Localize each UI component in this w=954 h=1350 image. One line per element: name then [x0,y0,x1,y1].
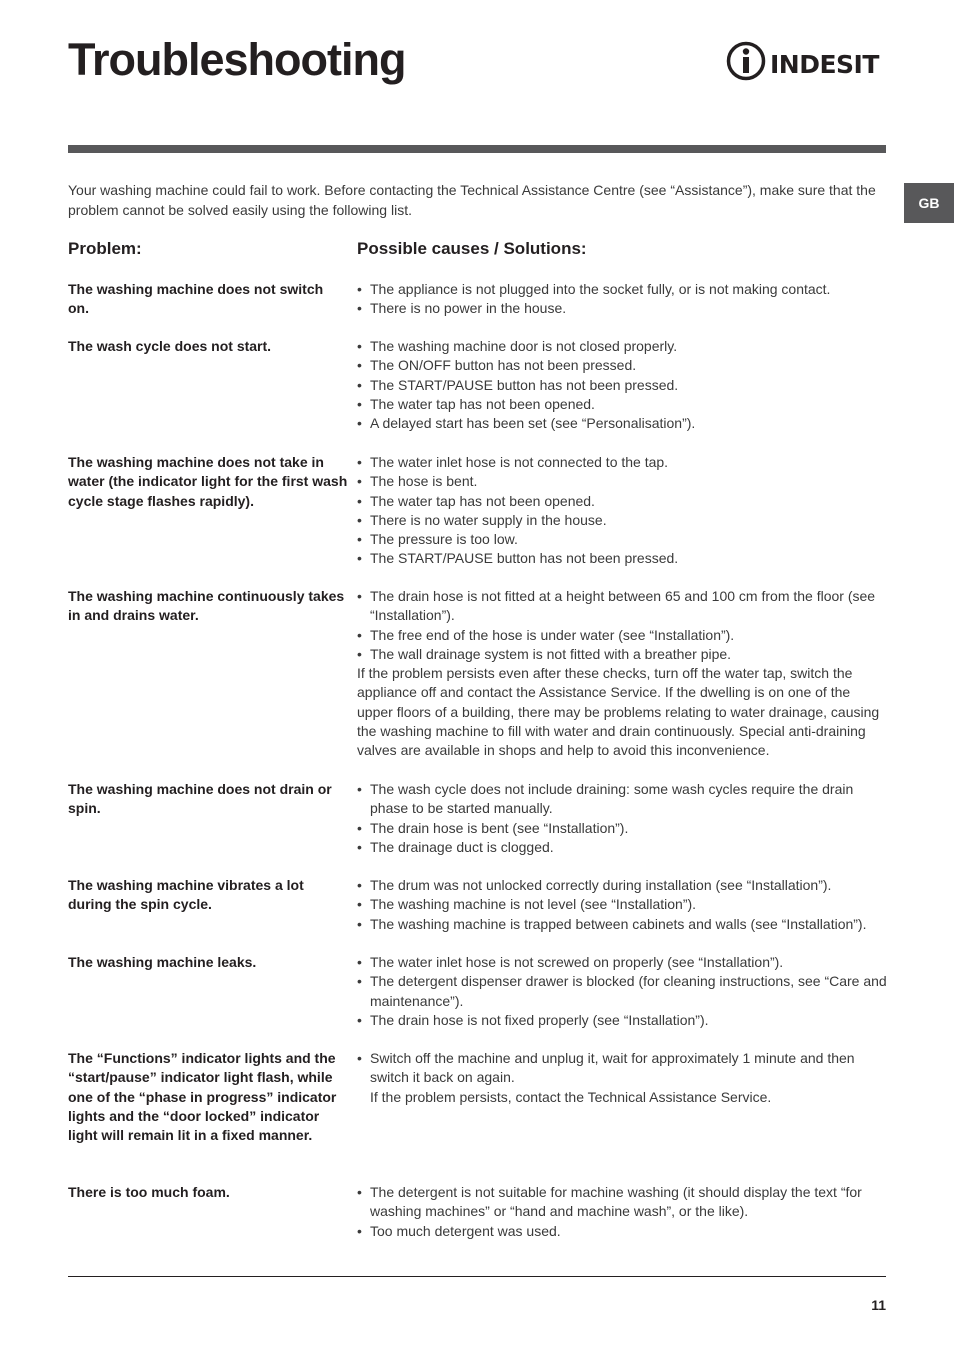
solution-item: • The wall drainage system is not fitted with a breather pipe. [357,645,887,664]
solution-item: • The hose is bent. [357,472,887,491]
solution-item: • The washing machine is trapped between cabinets and walls (see “Installation”). [357,915,887,934]
solution-item: • The pressure is too low. [357,530,887,549]
solution-item: • The appliance is not plugged into the socket fully, or is not making contact. [357,280,887,299]
solution-list [357,953,887,1030]
solution-list [357,280,887,319]
solutions-column-header: Possible causes / Solutions: [357,239,587,258]
solution-list [357,587,887,761]
solution-list [357,337,887,433]
problem-item: The wash cycle does not start. [68,338,272,354]
solution-item: • The free end of the hose is under water (see “Installation”). [357,626,887,645]
problem-item: The washing machine continuously takes in and drains water. [68,588,345,624]
solution-item: • The drain hose is not fitted at a height between 65 and 100 cm from the floor (see “Installation”). [357,587,887,626]
header-rule [68,145,886,153]
solution-item: • There is no water supply in the house. [357,511,887,530]
solution-item: • The washing machine is not level (see “Installation”). [357,895,887,914]
solution-item: • The drain hose is bent (see “Installation”). [357,819,887,838]
problem-item: There is too much foam. [68,1184,230,1200]
footer-rule [68,1276,886,1277]
indesit-logo [726,40,888,82]
problem-item: The washing machine does not switch on. [68,281,324,317]
problem-item: The washing machine vibrates a lot during the spin cycle. [68,877,304,913]
problem-column-header: Problem: [68,239,142,258]
language-tab: GB [904,183,954,223]
solution-list [357,1049,887,1107]
solution-item: • The water tap has not been opened. [357,492,887,511]
problem-item: The “Functions” indicator lights and the “start/pause” indicator light flash, while one of the “phase in progress” indicator lights and the “door locked” indicator light will remain lit in a fixed manner. [68,1050,337,1144]
solution-item: • A delayed start has been set (see “Personalisation”). [357,414,887,433]
solution-item: • The water inlet hose is not connected to the tap. [357,453,887,472]
intro-paragraph [68,180,888,220]
solution-note: If the problem persists even after these checks, turn off the water tap, switch the appliance off and contact the Assistance Service. If the dwelling is on one of the upper floors of a building, there may be problems relating to water drainage, causing the washing machine to fill with water and drain continuously. Special anti-draining valves are available in shops and help to avoid this inconvenience. [357,665,880,759]
solution-item: • The wash cycle does not include draining: some wash cycles require the drain phase to be started manually. [357,780,887,819]
solution-item: • The drum was not unlocked correctly during installation (see “Installation”). [357,876,887,895]
problem-item: The washing machine leaks. [68,954,257,970]
solution-item: • The washing machine door is not closed properly. [357,337,887,356]
solution-item: • The detergent dispenser drawer is blocked (for cleaning instructions, see “Care and maintenance”). [357,972,887,1011]
problem-item: The washing machine does not drain or spin. [68,781,332,817]
solution-item: • The water inlet hose is not screwed on properly (see “Installation”). [357,953,887,972]
solution-item: • There is no power in the house. [357,299,887,318]
page-number: 11 [871,1297,886,1313]
solution-list [357,1183,887,1241]
solution-item: • Too much detergent was used. [357,1222,887,1241]
solution-item: • The ON/OFF button has not been pressed. [357,356,887,375]
solution-item: • The drainage duct is clogged. [357,838,887,857]
problem-item: The washing machine does not take in water (the indicator light for the first wash cycle stage flashes rapidly). [68,454,348,509]
solution-item: • The START/PAUSE button has not been pressed. [357,376,887,395]
solution-list [357,876,887,934]
solution-item: • The START/PAUSE button has not been pressed. [357,549,887,568]
solution-note: If the problem persists, contact the Technical Assistance Service. [370,1088,772,1105]
page-title: Troubleshooting [68,34,406,85]
solution-list [357,780,887,857]
solution-item: • Switch off the machine and unplug it, wait for approximately 1 minute and then switch it back on again. [357,1049,887,1088]
brand-wordmark: INDESIT [770,50,879,79]
solution-list [357,453,887,569]
solution-item: • The detergent is not suitable for machine washing (it should display the text “for washing machines” or “hand and machine wash”, or the like). [357,1183,887,1222]
intro-text: Your washing machine could fail to work. Before contacting the Technical Assistance Centre (see “Assistance”), make sure that the problem cannot be solved easily using the following list. [68,182,876,218]
solution-item: • The drain hose is not fixed properly (see “Installation”). [357,1011,887,1030]
solution-item: • The water tap has not been opened. [357,395,887,414]
